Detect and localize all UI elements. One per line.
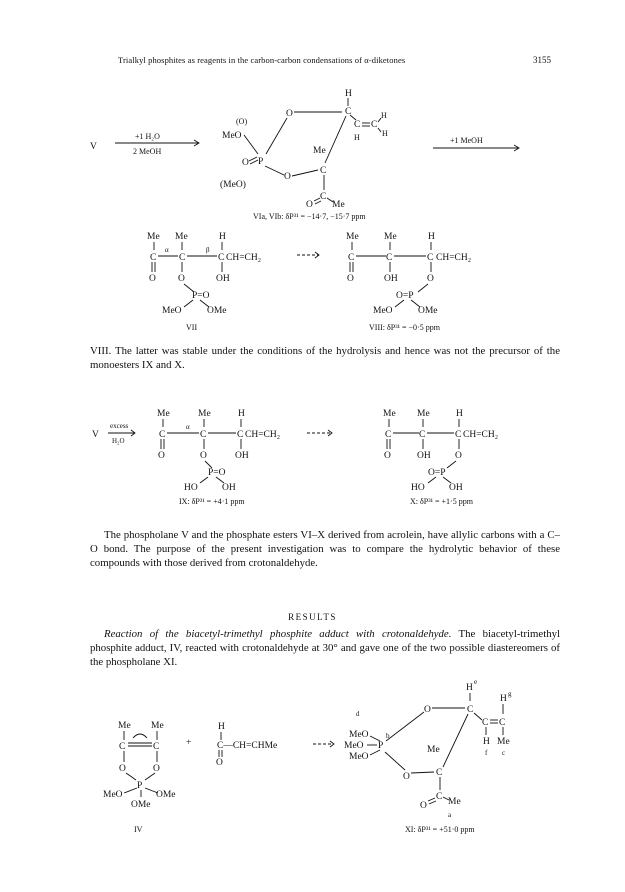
ix-oh: OH: [235, 451, 249, 461]
scheme-3: [92, 409, 498, 506]
viii-me-2: Me: [384, 232, 397, 242]
xi-ring-o-bottom: O: [403, 772, 410, 782]
ix-o2: O: [200, 451, 207, 461]
xi-c-c-ring: [443, 714, 468, 767]
ix-chain: CH=CH₂: [245, 430, 281, 440]
paragraph-viii: VIII. The latter was stable under the conditions of the hydrolysis and hence was not the precursor of the monoesters IX and X.: [90, 345, 560, 372]
aldehyde-o: O: [216, 758, 223, 768]
p-o-bottom-bond: [265, 166, 284, 175]
via-vib-caption: VIa, VIb: δP³¹ = −14·7, −15·7 ppm: [253, 212, 366, 221]
ring-carbon-bottom: C: [320, 166, 327, 176]
ix-alpha: α: [186, 423, 190, 431]
xi-c-vinyl: [474, 713, 482, 720]
viii-meo: MeO: [373, 306, 393, 316]
results-subheading: Reaction of the biacetyl-trimethyl phosphite adduct with crotonaldehyde.: [104, 628, 452, 640]
iv-o1-p: [126, 773, 136, 780]
vii-meo: MeO: [162, 306, 182, 316]
arrow-2-reagent: +1 MeOH: [450, 136, 483, 145]
xi-acetyl-me: Me: [448, 797, 461, 807]
x-label: X: δP³¹ = +1·5 ppm: [410, 497, 473, 506]
x-o1: O: [384, 451, 391, 461]
ix-label: IX: δP³¹ = +4·1 ppm: [179, 497, 245, 506]
scheme-2: [147, 232, 471, 332]
meo-p-bond: [244, 135, 258, 154]
x-me-2: Me: [417, 409, 430, 419]
iv-p-meo: [124, 788, 137, 793]
x-c1: C: [385, 430, 392, 440]
page-number: 3155: [533, 55, 551, 65]
iv-o2: O: [153, 764, 160, 774]
x-h: H: [456, 409, 463, 419]
ix-p-eq-o: P=O: [208, 468, 226, 478]
arrow-4-bottom: H₂O: [112, 437, 125, 445]
xi-ring-o-top: O: [424, 705, 431, 715]
aldehyde-chain: C—CH=CHMe: [217, 741, 278, 751]
xi-p-o-top: [386, 712, 424, 741]
iv-ome: OMe: [156, 790, 176, 800]
x-me-1: Me: [383, 409, 396, 419]
ix-h: H: [238, 409, 245, 419]
carbonyl-oxygen: O: [306, 200, 313, 210]
xi-carbonyl-c: C: [436, 792, 443, 802]
paragraph-phospholane: The phospholane V and the phosphate esters VI–X derived from acrolein, have allylic carbons with a C–O bond. The purpose of the present investigation was to compare the hydrolytic behavior of these compounds with those derived from crotonaldehyde.: [90, 529, 560, 570]
scheme-4: [103, 678, 512, 834]
viii-o-eq-p: O=P: [396, 291, 414, 301]
xi-ring-me: Me: [427, 745, 440, 755]
xi-me-c: Me: [497, 737, 510, 747]
label-g: g: [508, 690, 512, 698]
compound-v-label: V: [90, 142, 97, 152]
vii-c3: C: [218, 253, 225, 263]
xi-vinyl-c1: C: [482, 718, 489, 728]
ix-o1: O: [158, 451, 165, 461]
xi-h-g: H: [500, 694, 507, 704]
p-o-ring-bond: [266, 118, 287, 154]
vii-beta: β: [206, 246, 210, 254]
methoxy-label: MeO: [222, 131, 242, 141]
ix-c3: C: [237, 430, 244, 440]
vii-o1: O: [149, 274, 156, 284]
iv-me-1: Me: [118, 721, 131, 731]
results-text: The biacetyl-trimethyl phosphite adduct, IV, reacted with crotonaldehyde at 30° and gave one of the two possible diastereomers of the phospholane XI.: [90, 628, 560, 669]
x-oh-p: OH: [449, 483, 463, 493]
ring-oxygen-top: O: [286, 109, 293, 119]
xi-co-db1: [428, 798, 435, 801]
iv-o1: O: [119, 764, 126, 774]
xi-meo-1: MeO: [349, 730, 369, 740]
viii-chain: CH=CH₂: [436, 253, 472, 263]
ix-c2: C: [200, 430, 207, 440]
ix-oh-p: OH: [222, 483, 236, 493]
xi-p-o-bottom: [385, 752, 405, 770]
methoxy-paren: (MeO): [220, 180, 246, 190]
vii-c2: C: [179, 253, 186, 263]
xi-c-top: C: [467, 705, 474, 715]
phosphoryl-oxygen: O: [242, 158, 249, 168]
ix-me-1: Me: [157, 409, 170, 419]
vinyl-carbon-1: C: [354, 120, 361, 130]
o-c-bottom-bond: [292, 170, 318, 176]
x-o3: O: [455, 451, 462, 461]
viii-c1: C: [348, 253, 355, 263]
vii-oh: OH: [216, 274, 230, 284]
xi-h-f: H: [483, 737, 490, 747]
vii-label: VII: [186, 323, 198, 332]
viii-p-meo: [395, 300, 404, 307]
vii-h: H: [219, 232, 226, 242]
label-f: f: [485, 749, 488, 757]
oxo-paren: (O): [236, 117, 248, 126]
xi-p: P: [378, 741, 384, 751]
label-c: c: [502, 749, 506, 757]
xi-carbonyl-o: O: [420, 801, 427, 811]
iv-c1: C: [119, 742, 126, 752]
x-ho: HO: [411, 483, 425, 493]
viii-me-1: Me: [346, 232, 359, 242]
xi-c-bottom: C: [436, 768, 443, 778]
p-o-double-bond-2: [250, 160, 258, 164]
scheme3-v: V: [92, 430, 99, 440]
p-o-double-bond: [249, 157, 257, 161]
c-c-ring-bond: [325, 116, 346, 163]
iv-arc: [133, 734, 147, 738]
ring-carbon-top: C: [345, 107, 352, 117]
x-o-eq-p: O=P: [428, 468, 446, 478]
arrow-1-byproduct: 2 MeOH: [133, 147, 162, 156]
iv-c2: C: [153, 742, 160, 752]
ix-c1: C: [159, 430, 166, 440]
viii-o-p: [418, 284, 428, 292]
vinyl-h-2: H: [382, 129, 388, 138]
vii-ome: OMe: [207, 306, 227, 316]
x-c2: C: [419, 430, 426, 440]
viii-o3: O: [427, 274, 434, 284]
xi-o-c-bottom: [411, 772, 434, 773]
viii-c3: C: [427, 253, 434, 263]
c-c-bond: [350, 115, 356, 120]
viii-ome: OMe: [418, 306, 438, 316]
ring-h-top: H: [345, 89, 352, 99]
phosphorus-atom: P: [258, 157, 264, 167]
vii-me-1: Me: [147, 232, 160, 242]
ix-ho: HO: [184, 483, 198, 493]
vinyl-h-1: H: [381, 111, 387, 120]
label-d: d: [356, 710, 360, 718]
xi-meo1-p: [370, 736, 380, 741]
ix-o-p: [205, 461, 212, 468]
running-header: Trialkyl phosphites as reagents in the carbon-carbon condensations of α-diketones: [118, 55, 406, 65]
viii-o1: O: [347, 274, 354, 284]
scheme-1: [90, 89, 519, 221]
iv-p: P: [137, 781, 143, 791]
xi-meo3-p: [370, 750, 380, 755]
label-e: e: [474, 678, 478, 686]
iv-o2-p: [145, 773, 155, 780]
paragraph-results: [90, 627, 560, 670]
ring-oxygen-bottom: O: [284, 172, 291, 182]
viii-h: H: [428, 232, 435, 242]
viii-c2: C: [386, 253, 393, 263]
label-b: b: [386, 732, 390, 740]
aldehyde-h: H: [218, 722, 225, 732]
xi-vinyl-c2: C: [499, 718, 506, 728]
co-double-2: [315, 201, 321, 204]
xi-meo-3: MeO: [349, 752, 369, 762]
x-o-p: [447, 461, 456, 468]
acetyl-methyl: Me: [332, 200, 345, 210]
viii-label: VIII: δP³¹ = −0·5 ppm: [369, 323, 440, 332]
arrow-1-reagent: +1 H₂O: [135, 132, 160, 141]
vii-chain: CH=CH₂: [226, 253, 262, 263]
h-bond-1: [378, 118, 381, 122]
h-bond-2: [378, 128, 381, 132]
ring-methyl: Me: [313, 146, 326, 156]
iv-meo: MeO: [103, 790, 123, 800]
ix-me-2: Me: [198, 409, 211, 419]
x-chain: CH=CH₂: [463, 430, 499, 440]
viii-oh: OH: [384, 274, 398, 284]
x-c3: C: [455, 430, 462, 440]
vii-p-eq-o: P=O: [192, 291, 210, 301]
iv-label: IV: [134, 825, 143, 834]
xi-label: XI: δP³¹ = +51·0 ppm: [405, 825, 475, 834]
label-a: a: [448, 811, 452, 819]
iv-ome-bottom: OMe: [131, 800, 151, 810]
plus-sign: +: [186, 738, 192, 748]
results-heading: RESULTS: [288, 612, 337, 622]
vii-me-2: Me: [175, 232, 188, 242]
iv-me-2: Me: [151, 721, 164, 731]
xi-meo-2: MeO: [344, 741, 364, 751]
vii-c1: C: [150, 253, 157, 263]
vinyl-carbon-2: C: [371, 120, 378, 130]
vii-o2: O: [178, 274, 185, 284]
vii-alpha: α: [165, 246, 169, 254]
xi-h-e: H: [466, 683, 473, 693]
arrow-4-top: excess: [110, 422, 129, 430]
vinyl-h-3: H: [354, 133, 360, 142]
vii-p-meo: [184, 300, 193, 307]
xi-co-db2: [429, 801, 436, 804]
carbonyl-carbon: C: [320, 192, 327, 202]
ix-p-ho: [200, 477, 208, 483]
x-oh: OH: [417, 451, 431, 461]
